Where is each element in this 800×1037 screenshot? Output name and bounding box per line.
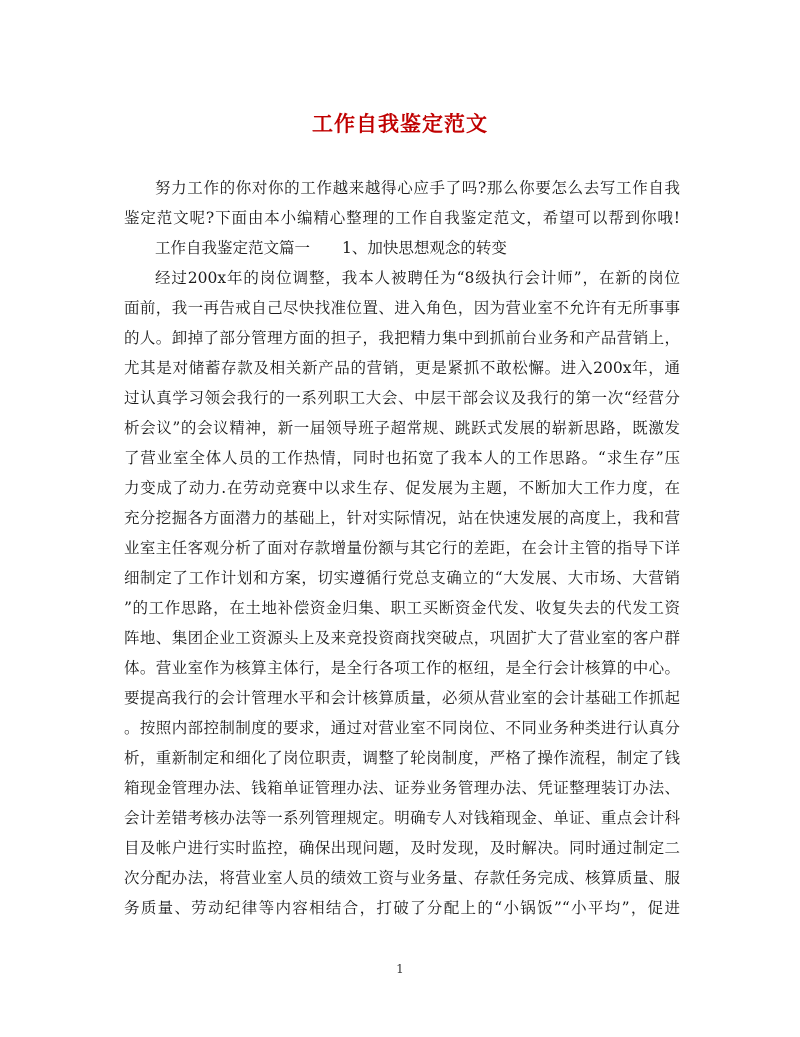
body-line: 目及帐户进行实时监控，确保出现问题，及时发现，及时解决。同时通过制定二 — [124, 839, 680, 857]
intro-line: 鉴定范文呢?下面由本小编精心整理的工作自我鉴定范文，希望可以帮到你哦! — [124, 209, 680, 227]
page-number: 1 — [396, 962, 404, 976]
section-heading-row — [155, 238, 655, 258]
section-heading: 工作自我鉴定范文篇一 — [155, 239, 311, 257]
document-title: 工作自我鉴定范文 — [312, 111, 488, 136]
body-line: 经过200x年的岗位调整，我本人被聘任为“8级执行会计师”，在新的岗位 — [155, 269, 680, 287]
body-line: 析会议”的会议精神，新一届领导班子超常规、跳跃式发展的崭新思路，既激发 — [124, 419, 680, 437]
body-line: 面前，我一再告戒自己尽快找准位置、进入角色，因为营业室不允许有无所事事 — [124, 299, 680, 317]
body-line: 体。营业室作为核算主体行，是全行各项工作的枢纽，是全行会计核算的中心。 — [124, 659, 680, 677]
body-line: 务质量、劳动纪律等内容相结合，打破了分配上的“小锅饭”“小平均”，促进 — [124, 899, 680, 917]
body-line: 。按照内部控制制度的要求，通过对营业室不同岗位、不同业务种类进行认真分 — [124, 719, 680, 737]
body-line: 尤其是对储蓄存款及相关新产品的营销，更是紧抓不敢松懈。进入200x年，通 — [124, 359, 680, 377]
body-line: 要提高我行的会计管理水平和会计核算质量，必须从营业室的会计基础工作抓起 — [124, 689, 680, 707]
body-line: 次分配办法，将营业室人员的绩效工资与业务量、存款任务完成、核算质量、服 — [124, 869, 680, 887]
body-line: 业室主任客观分析了面对存款增量份额与其它行的差距，在会计主管的指导下详 — [124, 539, 680, 557]
body-line: 的人。卸掉了部分管理方面的担子，我把精力集中到抓前台业务和产品营销上， — [124, 329, 680, 347]
body-line: 细制定了工作计划和方案，切实遵循行党总支确立的“大发展、大市场、大营销 — [124, 569, 680, 587]
section-subheading: 1、加快思想观念的转变 — [342, 239, 507, 257]
body-line: ”的工作思路，在土地补偿资金归集、职工买断资金代发、收复失去的代发工资 — [124, 599, 680, 617]
body-line: 过认真学习领会我行的一系列职工大会、中层干部会议及我行的第一次“经营分 — [124, 389, 680, 407]
intro-line: 努力工作的你对你的工作越来越得心应手了吗?那么你要怎么去写工作自我 — [155, 179, 680, 197]
body-line: 了营业室全体人员的工作热情，同时也拓宽了我本人的工作思路。“求生存”压 — [124, 449, 680, 467]
body-line: 充分挖掘各方面潜力的基础上，针对实际情况，站在快速发展的高度上，我和营 — [124, 509, 680, 527]
body-line: 箱现金管理办法、钱箱单证管理办法、证券业务管理办法、凭证整理装订办法、 — [124, 779, 680, 797]
body-line: 会计差错考核办法等一系列管理规定。明确专人对钱箱现金、单证、重点会计科 — [124, 809, 680, 827]
body-line: 力变成了动力.在劳动竞赛中以求生存、促发展为主题，不断加大工作力度，在 — [124, 479, 680, 497]
body-line: 析，重新制定和细化了岗位职责，调整了轮岗制度，严格了操作流程，制定了钱 — [124, 749, 680, 767]
body-line: 阵地、集团企业工资源头上及来竞投资商找突破点，巩固扩大了营业室的客户群 — [124, 629, 680, 647]
